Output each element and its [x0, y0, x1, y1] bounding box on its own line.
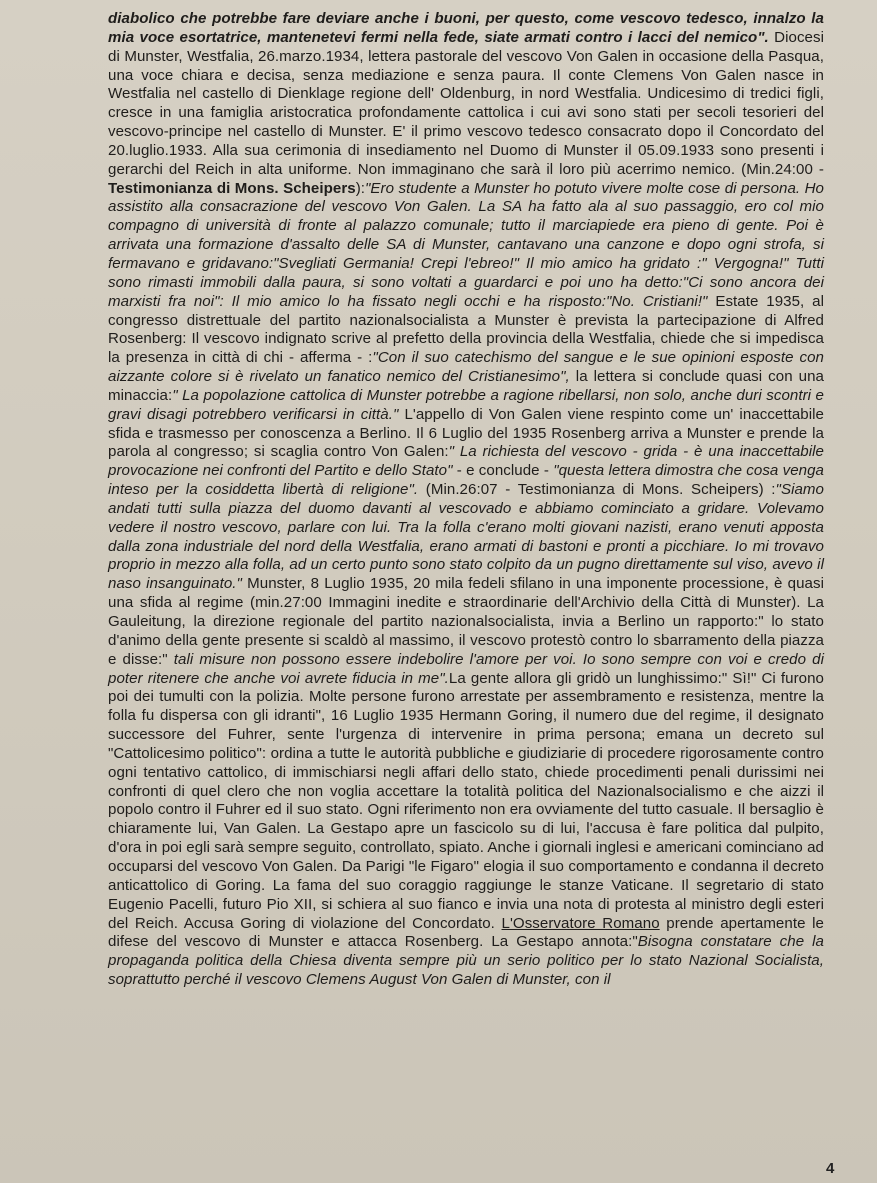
text-segment: prende apertamente le difese del vescovo di Munster e attacca Rosenberg. La Gestapo annota:" [108, 914, 824, 951]
text-segment: (Min.26:07 - Testimonianza di Mons. Scheipers) : [425, 481, 776, 499]
newspaper-title: L'Osservatore Romano [501, 914, 660, 932]
text-segment: Estate 1935, al congresso distrettuale del partito nazionalsocialista a Munster è prevista la partecipazione di Alfred Rosenberg: Il vescovo indignato scrive al prefetto della provincia della Westfalia, chiede che si impedisca la presenza in città di chi - afferma - : [108, 292, 824, 367]
quote-segment: tali misure non possono essere indebolire l'amore per voi. Io sono sempre con voi e credo di poter ritenere che anche voi avrete fiducia in me". [108, 650, 824, 687]
pastoral-letter-quote: diabolico che potrebbe fare deviare anche i buoni, per questo, come vescovo tedesco, innalzo la mia voce esortatrice, mantenetevi fermi nella fede, siate armati contro i lacci del nemico". [108, 10, 824, 46]
text-segment: la lettera si conclude quasi con una minaccia: [108, 368, 824, 404]
quote-segment: Bisogna constatare che la propaganda politica della Chiesa diventa sempre più un serio politico per lo stato Nazional Socialista, soprattutto perché il vescovo Clemens August Von Galen di Munster, con il [108, 933, 824, 989]
text-segment: La gente allora gli gridò un lunghissimo:" Sì!" Ci furono poi dei tumulti con la polizia. Molte persone furono arrestate per assembramento e resistenza, mentre la folla fu dispersa con gli idranti", 16 Luglio 1935 Hermann Goring, il numero due del regime, il designato successore del Fuhrer, sente l'urgenza di intervenire in prima persona; emana un decreto sul "Cattolicesimo politico": ordina a tutte le autorità pubbliche e giudiziarie di procedere rigorosamente contro ogni tentativo cattolico, di immischiarsi negli affari dello stato, chiede procedimenti penali durissimi nei confronti di quel clero che non voglia accettare la totalità politica del Nazionalsocialismo e che aizzi il popolo contro il Fuhrer ed il suo stato. Ogni riferimento non era ovviamente del tutto casuale. Il bersaglio è chiaramente lui, Van Galen. La Gestapo apre un fascicolo su di lui, l'accusa è fare politica dal pulpito, d'ora in poi egli sarà sempre seguito, controllato, spiato. Anche i giornali inglesi e americani cominciano ad occuparsi del vescovo Von Galen. Da Parigi "le Figaro" elogia il suo comportamento e condanna il decreto anticattolico di Goring. La fama del suo coraggio raggiunge le stanze Vaticane. Il segretario di stato Eugenio Pacelli, futuro Pio XII, si schiera al suo fianco e invia una nota di protesta al ministro degli esteri del Reich. Accusa Goring di violazione del Concordato. [108, 669, 824, 932]
text-segment: Diocesi di Munster, Westfalia, 26.marzo.1934, lettera pastorale del vescovo Von Galen in occasione della Pasqua, una voce chiara e decisa, senza mediazione e senza paura. Il conte Clemens Von Galen nasce in Westfalia nel castello di Dienklage regione dell' Oldenburg, in nord Westfalia. Undicesimo di tredici figli, cresce in una famiglia aristocratica profondamente cattolica i cui avi sono stati per secoli tesorieri del vescovo-principe nel castello di Munster. E' il primo vescovo tedesco consacrato dopo il Concordato del 20.luglio.1933. Alla sua cerimonia di insediamento nel Duomo di Munster il 05.09.1933 sono presenti i gerarchi del Reich in alta uniforme. Non immaginano che sarà il loro più acerrimo nemico. (Min.24:00 - [108, 28, 824, 178]
text-segment: L'appello di Von Galen viene respinto come un' inaccettabile sfida e trasmesso per conoscenza a Berlino. Il 6 Luglio del 1935 Rosenberg arriva a Munster e prende la parola al congresso; si scaglia contro Von Galen: [108, 405, 824, 461]
quote-segment: " La richiesta del vescovo - grida - è una inaccettabile provocazione nei confronti del Partito e dello Stato" [108, 443, 825, 480]
testimony-quote: "Siamo andati tutti sulla piazza del duomo davanti al vescovado e abbiamo cominciato a gridare. Volevamo vedere il nostro vescovo, parlare con lui. Tra la folla c'erano molti giovani nazisti, erano venuti apposta dalla zona industriale del nord della Westfalia, erano armati di bastoni e pronti a picchiare. Io mi trovavo proprio in mezzo alla folla, ad un certo punto sono stato colpito da un pugno direttamente sul viso, avevo il naso insanguinato." [108, 481, 824, 593]
testimony-heading: Testimonianza di Mons. Scheipers [108, 179, 356, 197]
page-number: 4 [826, 1160, 835, 1177]
quote-segment: " La popolazione cattolica di Munster potrebbe a ragione ribellarsi, non solo, anche duri scontri e gravi disagi potrebbero verificarsi in città." [108, 386, 824, 423]
quote-segment: "Con il suo catechismo del sangue e le sue opinioni esposte con aizzante colore si è rivelato un fanatico nemico del Cristianesimo", [108, 349, 825, 386]
quote-segment: "questa lettera dimostra che cosa venga inteso per la cosiddetta libertà di religione". [108, 462, 825, 499]
text-segment: ): [355, 179, 366, 197]
body-text [108, 10, 824, 990]
text-segment: - e conclude - [456, 462, 554, 480]
paragraph [108, 10, 824, 990]
text-segment: Munster, 8 Luglio 1935, 20 mila fedeli sfilano in una imponente processione, è quasi una sfida al regime (min.27:00 Immagini inedite e straordinarie dell'Archivio della Città di Munster). La Gauleitung, la direzione regionale del partito nazionalsocialista, invia a Berlino un rapporto:" lo stato d'animo della gente presente si scaldò al massimo, il vescovo protestò contro lo sbarramento della piazza e disse:" [108, 575, 824, 668]
testimony-quote: "Ero studente a Munster ho potuto vivere molte cose di persona. Ho assistito alla consacrazione del vescovo Von Galen. La SA ha fatto ala al suo passaggio, ero col mio compagno di università di fronte al palazzo comunale; tutto il marciapiede era pieno di gente. Poi è arrivata una formazione d'assalto delle SA di Munster, cantavano una canzone e dopo ogni strofa, si fermavano e gridavano:"Svegliati Germania! Crepi l'ebreo!" Il mio amico ha gridato :" Vergogna!" Tutti sono rimasti immobili dalla paura, si sono voltati a guardarci e poi uno ha detto:"Ci sono ancora dei marxisti fra noi": Il mio amico lo ha fissato negli occhi e ha risposto:"No. Cristiani!" [108, 179, 824, 310]
